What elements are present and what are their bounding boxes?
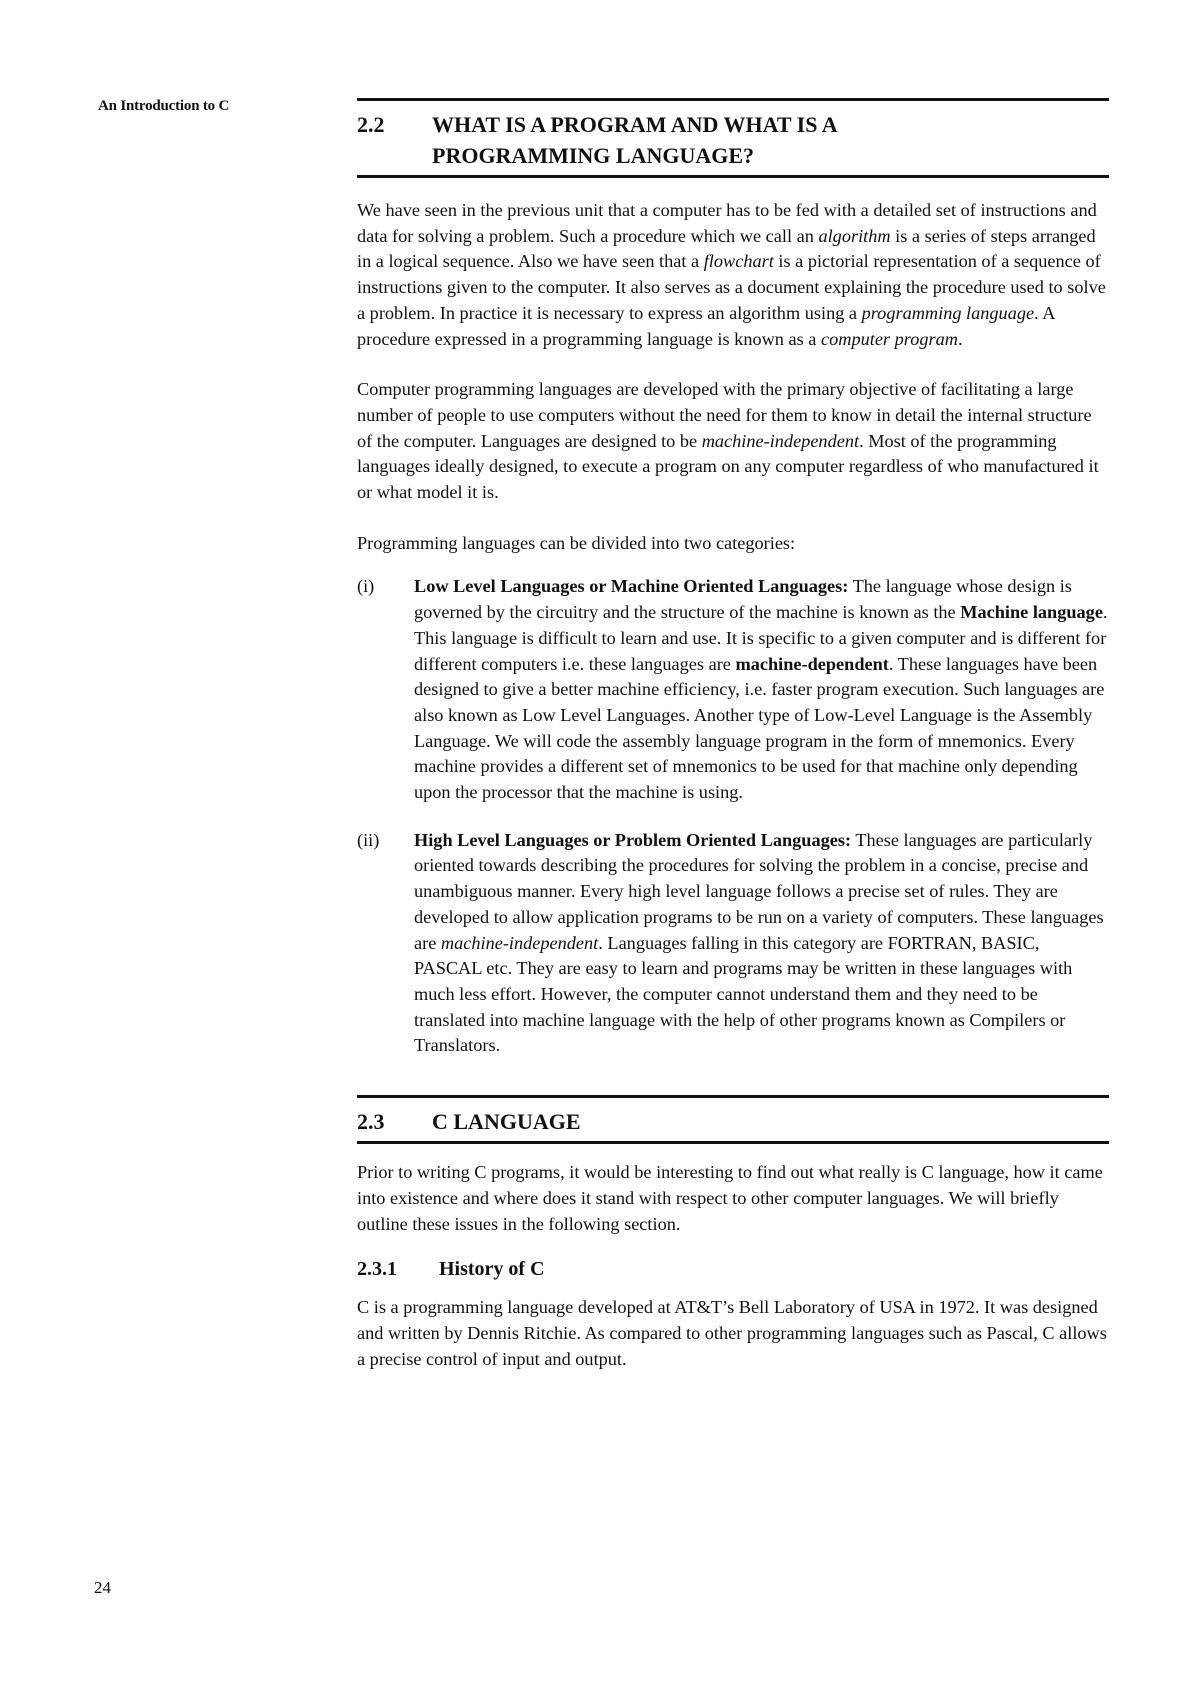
section-number: 2.3: [357, 1109, 385, 1135]
list-item: [357, 828, 1109, 1059]
section-title: C LANGUAGE: [432, 1109, 581, 1135]
emphasis: computer program: [821, 328, 958, 349]
emphasis: machine-independent: [701, 430, 860, 451]
list-item: [357, 574, 1109, 805]
subsection-heading-2-3-1: [357, 1255, 1109, 1283]
emphasis: machine-independent: [440, 932, 599, 953]
bold-term: machine-dependent: [735, 653, 889, 674]
paragraph: C is a programming language developed at AT&T’s Bell Laboratory of USA in 1972. It was designed and written by Dennis Ritchie. As compared to other programming languages such as Pascal, C allows a precise control of input and output.: [357, 1297, 1107, 1369]
section-bottom-rule: [357, 1141, 1109, 1144]
paragraph: Computer programming languages are developed with the primary objective of facilitating a large number of people to use computers without the need for them to know in detail the internal structure of the computer. Languages are designed to be machine-independent. Most of the programming languages ideally designed, to execute a program on any computer regardless of who manufactured it or what model it is.: [357, 379, 1099, 503]
list-item-heading: Low Level Languages or Machine Oriented Languages:: [414, 576, 849, 597]
section-title-line2: PROGRAMMING LANGUAGE?: [432, 143, 755, 168]
list-item-heading: High Level Languages or Problem Oriented Languages:: [414, 829, 852, 850]
running-head: An Introduction to C: [98, 98, 230, 114]
paragraph: Programming languages can be divided into two categories:: [357, 532, 796, 553]
page-content: [357, 98, 1109, 1372]
section-number: 2.2: [357, 112, 385, 137]
paragraph: We have seen in the previous unit that a computer has to be fed with a detailed set of instructions and data for solving a problem. Such a procedure which we call an algorithm is a series of steps arranged in a logical sequence. Also we have seen that a flowchart is a pictorial representation of a sequence of instructions given to the computer. It also serves as a document explaining the procedure used to solve a problem. In practice it is necessary to express an algorithm using a programming language. A procedure expressed in a programming language is known as a computer program.: [357, 200, 1106, 349]
list-marker: (ii): [357, 829, 380, 850]
list-item-body: Low Level Languages or Machine Oriented Languages: The language whose design is governed by the circuitry and the structure of the machine is known as the Machine language. This language is difficult to learn and use. It is specific to a given computer and is different for different computers i.e. these languages are machine-dependent. These languages have been designed to give a better machine efficiency, i.e. faster program execution. Such languages are also known as Low Level Languages. Another type of Low-Level Language is the Assembly Language. We will code the assembly language program in the form of mnemonics. Every machine provides a different set of mnemonics to be used for that machine only depending upon the processor that the machine is using.: [414, 576, 1108, 803]
paragraph: Prior to writing C programs, it would be interesting to find out what really is C language, how it came into existence and where does it stand with respect to other computer languages. We will briefly outline these issues in the following section.: [357, 1162, 1103, 1234]
emphasis: programming language: [861, 302, 1035, 323]
section-bottom-rule: [357, 175, 1109, 178]
emphasis: flowchart: [703, 251, 774, 272]
emphasis: algorithm: [818, 225, 891, 246]
section-heading-2-2: [357, 101, 1109, 175]
page-number: 24: [94, 1578, 111, 1597]
section-title-line1: WHAT IS A PROGRAM AND WHAT IS A: [432, 112, 838, 137]
section-heading-2-3: [357, 1098, 1109, 1141]
section-title: [432, 109, 1109, 171]
list-marker: (i): [357, 576, 375, 597]
subsection-number: 2.3.1: [357, 1258, 397, 1281]
subsection-title: History of C: [439, 1258, 545, 1281]
list-item-body: High Level Languages or Problem Oriented Languages: These languages are particularly oriented towards describing the procedures for solving the problem in a concise, precise and unambiguous manner. Every high level language follows a precise set of rules. They are developed to allow application programs to be run on a variety of computers. These languages are machine-independent. Languages falling in this category are FORTRAN, BASIC, PASCAL etc. They are easy to learn and programs may be written in these languages with much less effort. However, the computer cannot understand them and they need to be translated into machine language with the help of other programs known as Compilers or Translators.: [414, 829, 1104, 1056]
bold-term: Machine language: [960, 602, 1103, 623]
